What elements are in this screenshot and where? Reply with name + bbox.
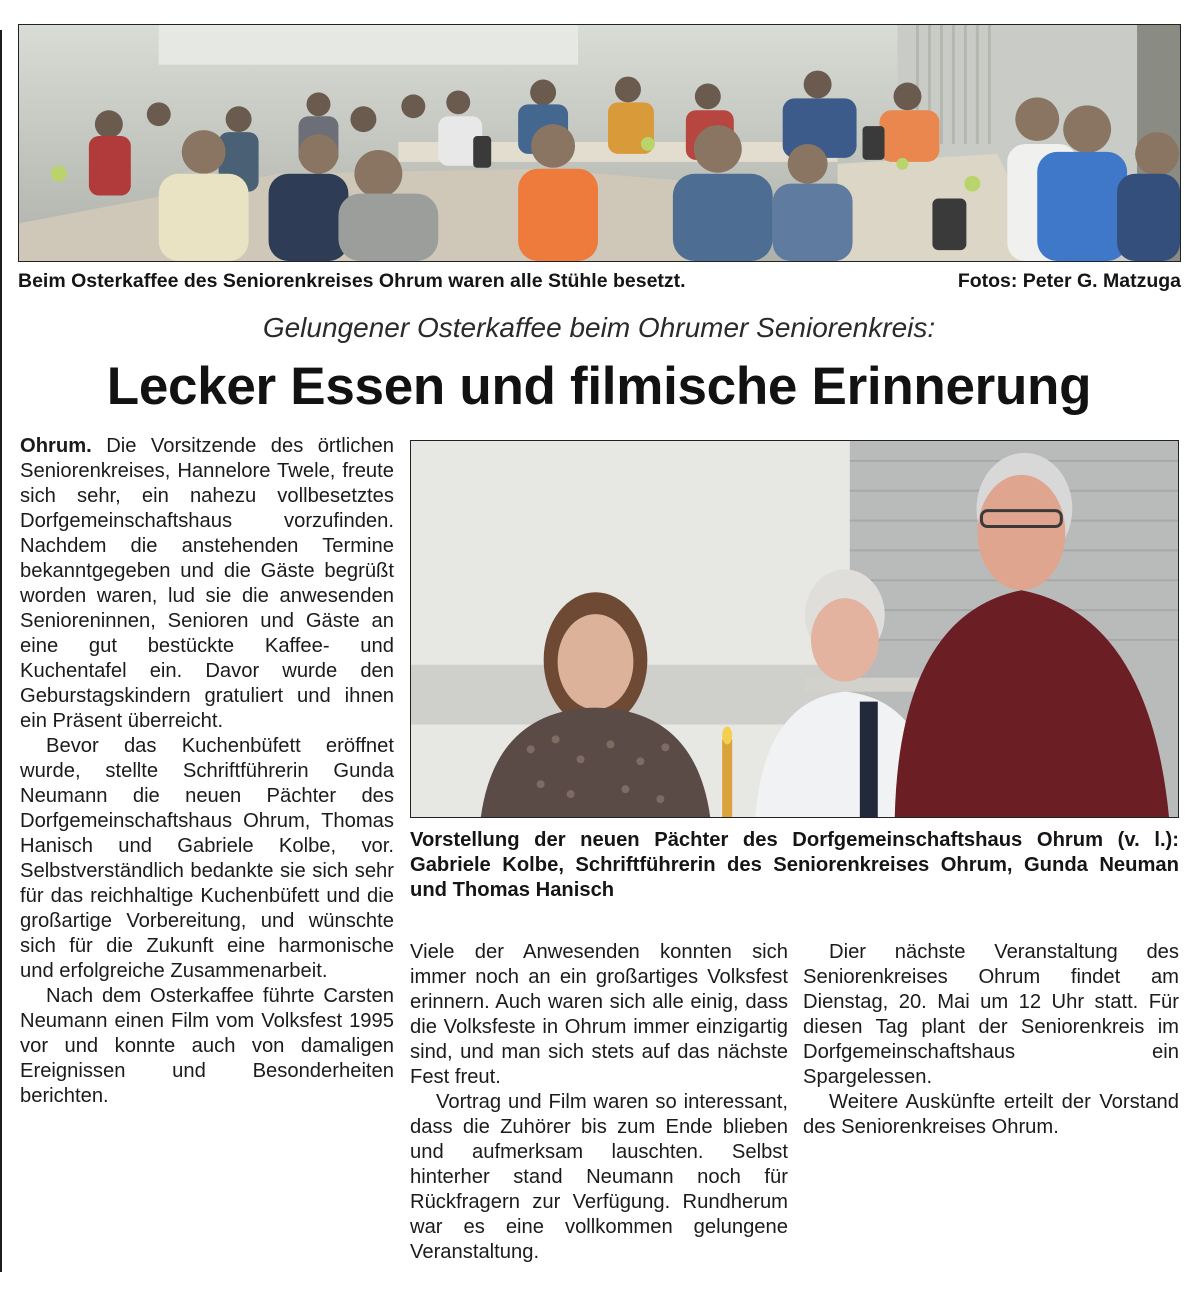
article-paragraph: Bevor das Kuchenbüfett eröffnet wurde, stellte Schriftführerin Gunda Neumann die neuen Pächter des Dorfgemeinschaftshaus Ohrum, Thomas Hanisch und Gabriele Kolbe, vor. Selbstverständlich bedankte sie sich sehr für das reichhaltige Kuchenbüfett und die großartige Vorbereitung, und wünschte sich für die Zukunft eine harmonische und erfolgreiche Zusammenarbeit. xyxy=(20,735,394,982)
article-paragraph: Ohrum. Die Vorsitzende des örtlichen Seniorenkreises, Hannelore Twele, freute sich sehr, ein nahezu vollbesetztes Dorfgemeinschaftshaus vorzufinden. Nachdem die anstehenden Termine bekanntgegeben und die Gäste begrüßt worden waren, lud sie die anwesenden Senioreninnen, Senioren und Gäste an eine gut bestückte Kaffee- und Kuchentafel ein. Davor wurde den Geburstagskindern gratuliert und ihnen ein Präsent überreicht. xyxy=(20,435,395,732)
photo-mid-caption: Vorstellung der neuen Pächter des Dorfgemeinschaftshaus Ohrum (v. l.): Gabriele Kolbe, Schriftführerin des Seniorenkreises Ohrum, Gunda Neuman und Thomas Hanisch xyxy=(410,829,1179,901)
photo-top-caption-text: Beim Osterkaffee des Seniorenkreises Ohrum waren alle Stühle besetzt. xyxy=(18,270,686,292)
photo-new-tenants xyxy=(410,440,1179,818)
article-paragraph: Weitere Auskünfte erteilt der Vorstand des Seniorenkreises Ohrum. xyxy=(803,1091,1179,1138)
article-kicker: Gelungener Osterkaffee beim Ohrumer Seniorenkreis: xyxy=(262,312,936,343)
article-paragraph: Viele der Anwesenden konnten sich immer noch an ein großartiges Volksfest erinnern. Auch waren sich alle einig, dass die Volksfeste in Ohrum immer einzigartig sind, und man sich stets auf das nächste Fest freut. xyxy=(410,941,788,1088)
photo-credit: Fotos: Peter G. Matzuga xyxy=(957,270,1181,292)
article-paragraph: Dier nächste Veranstaltung des Seniorenkreises Ohrum findet am Dienstag, 20. Mai um 12 Uhr statt. Für diesen Tag plant der Seniorenkreis im Dorfgemeinschaftshaus ein Spargelessen. xyxy=(803,941,1179,1088)
article-column-3 xyxy=(803,940,1179,1140)
article-paragraph: Vortrag und Film waren so interessant, dass die Zuhörer bis zum Ende blieben und aufmerksam lauschten. Selbst hinterher stand Neumann noch für Rückfragern zur Verfügung. Rundherum war es eine vollkommen gelungene Veranstaltung. xyxy=(410,1091,788,1263)
page-margin-rule xyxy=(0,30,2,1272)
article-dateline: Ohrum. xyxy=(20,435,92,457)
photo-seniors-coffee xyxy=(18,24,1181,262)
photo-top-caption xyxy=(18,270,1181,293)
article-column-2 xyxy=(410,940,788,1265)
article-paragraph: Nach dem Osterkaffee führte Carsten Neumann einen Film vom Volksfest 1995 vor und konnte auch von damaligen Ereignissen und Besonderheiten berichten. xyxy=(20,985,394,1107)
article-column-1 xyxy=(20,434,394,1109)
article-headline: Lecker Essen und filmische Erinnerung xyxy=(106,357,1092,416)
